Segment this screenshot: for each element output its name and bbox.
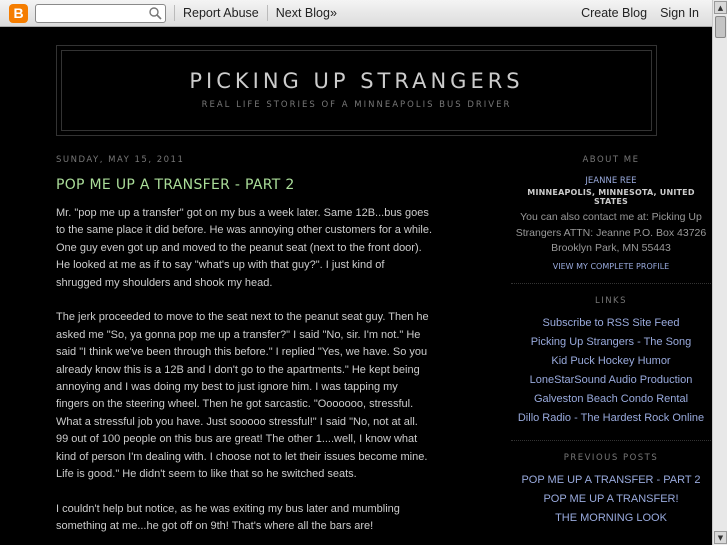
search-icon[interactable] [148, 6, 162, 20]
scroll-down-arrow-icon[interactable]: ▼ [714, 531, 727, 544]
main-content [56, 155, 436, 545]
profile-location: MINNEAPOLIS, MINNESOTA, UNITED STATES [527, 188, 695, 206]
create-blog-link[interactable]: Create Blog [581, 6, 648, 20]
blog-description: REAL LIFE STORIES OF A MINNEAPOLIS BUS DRIVER [201, 100, 512, 110]
sidebar [511, 155, 711, 528]
blog-header-inner [61, 50, 652, 131]
about-me-heading: ABOUT ME [582, 155, 640, 165]
sign-in-link[interactable]: Sign In [660, 6, 699, 20]
sidebar-link-galveston[interactable]: Galveston Beach Condo Rental [533, 392, 689, 405]
post-date: SUNDAY, MAY 15, 2011 [56, 155, 185, 165]
sidebar-link-lonestarsound[interactable]: LoneStarSound Audio Production [529, 373, 693, 386]
view-profile-link[interactable]: VIEW MY COMPLETE PROFILE [552, 261, 670, 271]
profile-name-link[interactable]: JEANNE REE [585, 176, 637, 186]
sidebar-link-kid-puck[interactable]: Kid Puck Hockey Humor [551, 354, 671, 367]
post-paragraph: The jerk proceeded to move to the seat next to the peanut seat guy. Then he asked me "So, ya gonna pop me up a transfer?" I said "No, sir. I'm not." He said "I think we've been through this before." I replied "Yes, we have. So you already know this is a 12B and I don't go to the apartments." He kept being annoying and I was doing my best to just ignore him. I was tapping my fingers on the steering wheel. Then he got sarcastic. "Ooooooo, stressful. What a stressful job you have. Just sooooo stressful!" I said "No, not at all. 99 out of 100 people on this bus are great! The other 1....well, I know what kind of person I'm dealing with. I choose not to let their issues become mine. Life is good." He didn't seem to like that so he switched seats. [56, 311, 429, 481]
sidebar-divider [511, 440, 711, 441]
post-body [56, 205, 433, 536]
blog-title[interactable]: PICKING UP STRANGERS [189, 69, 524, 93]
links-heading: LINKS [594, 295, 628, 306]
sidebar-link-dillo-radio[interactable]: Dillo Radio - The Hardest Rock Online [517, 411, 705, 424]
nav-divider [174, 5, 175, 21]
report-abuse-link[interactable]: Report Abuse [183, 6, 259, 20]
sidebar-link-rss[interactable]: Subscribe to RSS Site Feed [542, 316, 680, 329]
post-paragraph: I couldn't help but notice, as he was exiting my bus later and mumbling something at me...he got off on 9th! That's where all the bars are! [56, 502, 400, 533]
search-box [35, 4, 166, 23]
previous-posts-list [511, 471, 711, 528]
links-list [511, 314, 711, 428]
previous-post-link[interactable]: POP ME UP A TRANSFER! [543, 492, 679, 505]
previous-post-link[interactable]: POP ME UP A TRANSFER - PART 2 [521, 473, 701, 486]
navbar [0, 0, 712, 27]
previous-post-link[interactable]: THE MORNING LOOK [555, 511, 667, 524]
scroll-up-arrow-icon[interactable]: ▲ [714, 1, 727, 14]
scroll-thumb[interactable] [715, 16, 726, 38]
nav-divider [267, 5, 268, 21]
blogger-logo-icon[interactable]: B [9, 4, 28, 23]
vertical-scrollbar[interactable] [712, 0, 727, 545]
sidebar-link-song[interactable]: Picking Up Strangers - The Song [530, 335, 692, 348]
post-title[interactable]: POP ME UP A TRANSFER - PART 2 [56, 177, 295, 193]
previous-posts-heading: PREVIOUS POSTS [563, 452, 659, 463]
blog-header [56, 45, 657, 136]
nav-right [581, 6, 699, 20]
next-blog-link[interactable]: Next Blog» [275, 6, 337, 20]
sidebar-divider [511, 283, 711, 284]
search-input[interactable] [36, 5, 146, 22]
post-paragraph: Mr. "pop me up a transfer" got on my bus a week later. Same 12B...bus goes to the same place it did before. He was annoying other customers for a while. One guy even got up and moved to the peanut seat (next to the front door). He looked at me as if to say "what's up with that guy?". I just kind of shrugged my shoulders and shook my head. [56, 207, 433, 289]
profile-about-text: You can also contact me at: Picking Up Strangers ATTN: Jeanne P.O. Box 43726 Brooklyn Park, MN 55443 [515, 211, 707, 254]
